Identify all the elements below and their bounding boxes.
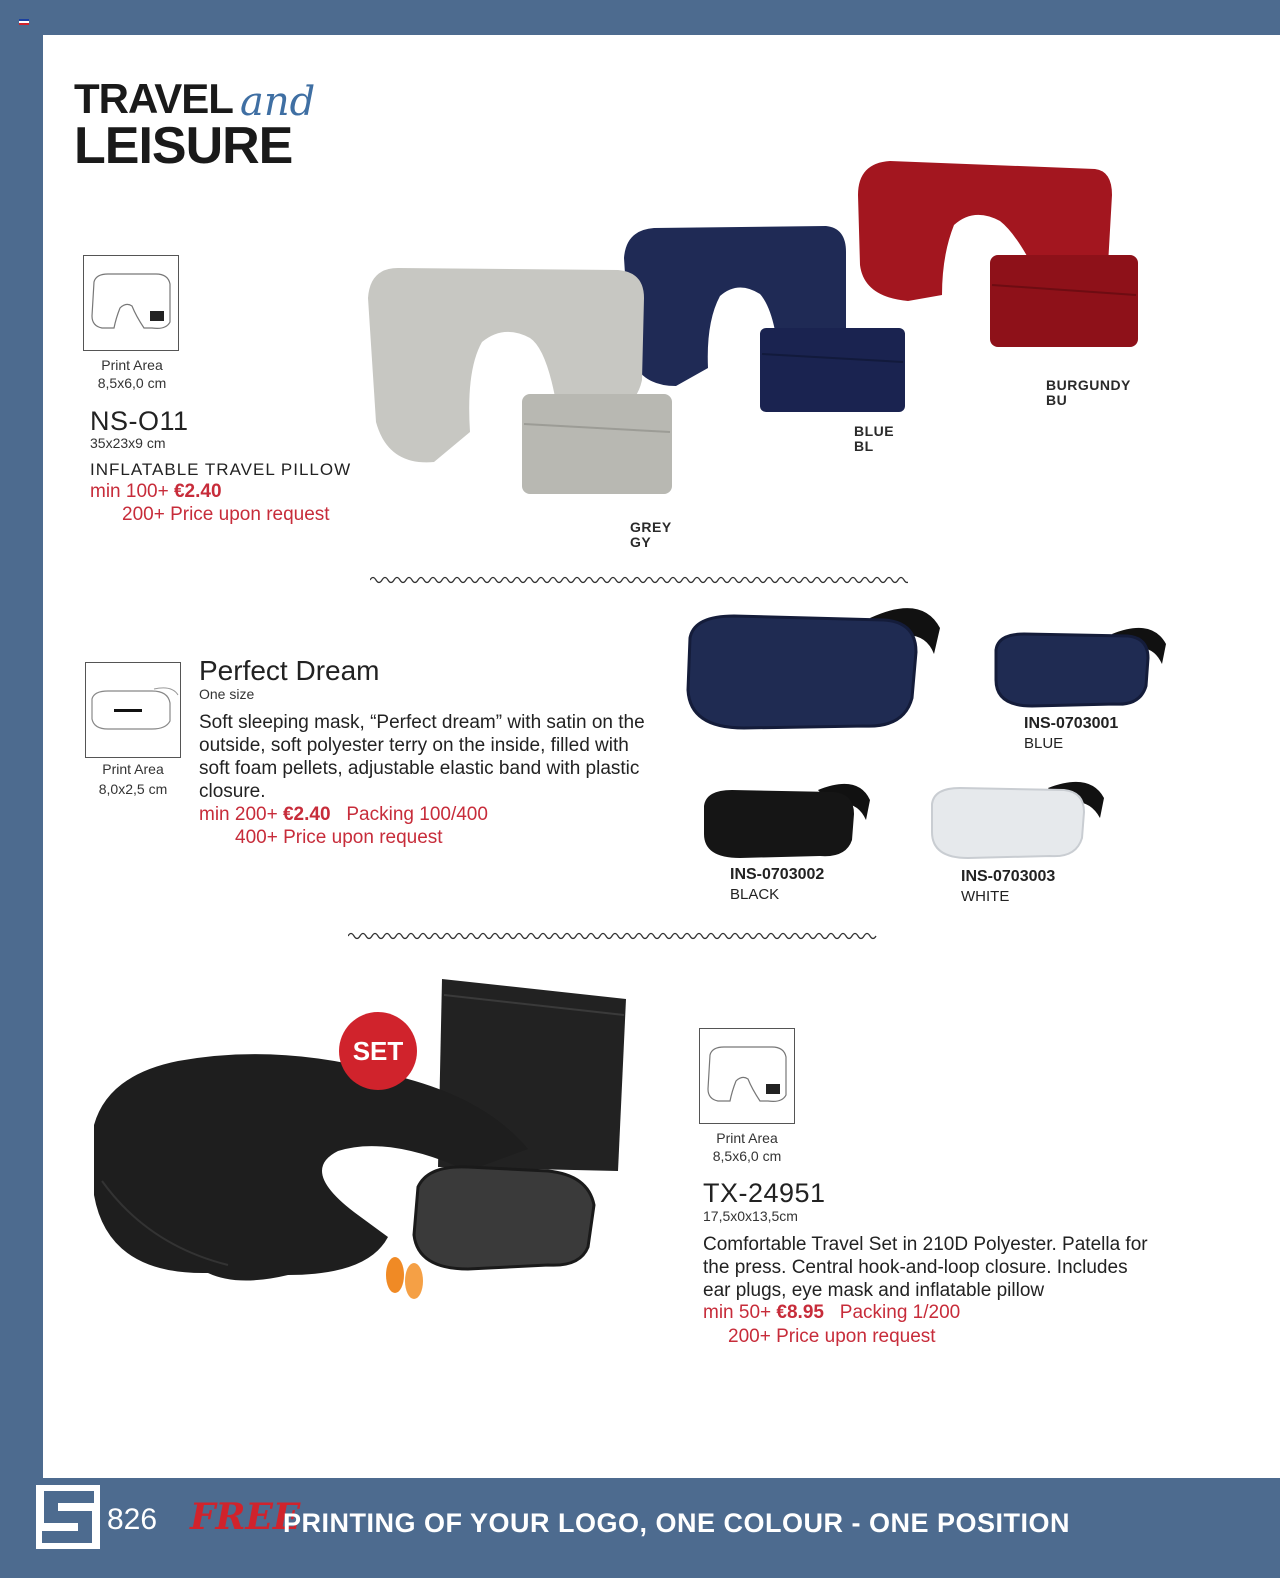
color-burgundy-name: BURGUNDY — [1046, 377, 1131, 393]
print-area-label: Print Area — [716, 1130, 778, 1146]
pillow-outline-icon — [84, 256, 178, 350]
mask-black-image — [700, 776, 876, 862]
packing: Packing 100/400 — [346, 804, 488, 825]
product-dimensions: 35x23x9 cm — [90, 435, 166, 451]
color-burgundy — [1046, 378, 1131, 408]
product-dimensions: 17,5x0x13,5cm — [703, 1208, 798, 1224]
divider-squiggle — [348, 930, 886, 942]
price-line — [703, 1302, 960, 1324]
promo-text: PRINTING OF YOUR LOGO, ONE COLOUR - ONE POSITION — [283, 1508, 1071, 1538]
flag-icon — [19, 19, 29, 25]
color-blue — [854, 424, 894, 454]
price-request: 200+ Price upon request — [728, 1326, 936, 1347]
price-min: min 200+ — [199, 804, 278, 825]
variant-white-color: WHITE — [961, 888, 1010, 905]
mask-large-blue-image — [684, 598, 948, 734]
print-area-diagram — [83, 255, 179, 351]
packing: Packing 1/200 — [839, 1302, 961, 1323]
variant-blue-code: INS-0703001 — [1024, 715, 1119, 732]
print-area-diagram — [85, 662, 181, 758]
color-grey-name: GREY — [630, 519, 672, 535]
title-and: and — [240, 79, 316, 125]
print-area-label: Print Area — [101, 357, 163, 373]
mask-white-image — [928, 774, 1110, 862]
price-line — [199, 804, 488, 826]
color-burgundy-code: BU — [1046, 392, 1068, 408]
print-area-size: 8,0x2,5 cm — [98, 781, 168, 797]
free-label: FREE — [190, 1496, 301, 1538]
product-size: One size — [199, 686, 255, 702]
variant-black-code: INS-0703002 — [730, 866, 825, 883]
print-area-diagram — [699, 1028, 795, 1124]
price-min: min 100+ — [90, 481, 169, 502]
set-badge: SET — [339, 1012, 417, 1090]
price-line — [90, 481, 222, 503]
product-description: Soft sleeping mask, “Perfect dream” with satin on the outside, soft polyester terry on the inside, filled with soft foam pellets, adjustable elastic band with plastic closure. — [199, 712, 645, 802]
brand-logo — [36, 1485, 100, 1549]
title-travel: TRAVEL — [74, 75, 233, 122]
price-min: min 50+ — [703, 1302, 772, 1323]
pillow-outline-icon — [700, 1029, 794, 1123]
color-blue-name: BLUE — [854, 423, 895, 439]
title-leisure: LEISURE — [74, 117, 293, 175]
variant-black — [730, 865, 824, 905]
product-name: INFLATABLE TRAVEL PILLOW — [90, 460, 352, 479]
color-grey-code: GY — [630, 534, 652, 550]
page-number: 826 — [107, 1503, 158, 1536]
product-title: Perfect Dream — [199, 655, 380, 686]
product-description: Comfortable Travel Set in 210D Polyester. Patella for the press. Central hook-and-loop closure. Includes ear plugs, eye mask and inflatable pillow — [703, 1234, 1148, 1301]
price-value: €8.95 — [776, 1302, 824, 1323]
variant-blue — [1024, 714, 1118, 754]
variant-white-code: INS-0703003 — [961, 868, 1056, 885]
mask-blue-image — [992, 620, 1172, 710]
color-blue-code: BL — [854, 438, 874, 454]
product-code: TX-24951 — [703, 1178, 826, 1208]
brand-logo-icon — [36, 1485, 100, 1549]
price-value: €2.40 — [173, 481, 222, 502]
print-area-label: Print Area — [102, 761, 164, 777]
print-area-size: 8,5x6,0 cm — [712, 1148, 782, 1164]
variant-white — [961, 867, 1055, 907]
pillow-grey-image — [362, 262, 682, 502]
price-value: €2.40 — [282, 804, 331, 825]
print-area-size: 8,5x6,0 cm — [97, 375, 167, 391]
mask-outline-icon — [86, 663, 180, 757]
price-request: 200+ Price upon request — [122, 504, 330, 525]
price-request: 400+ Price upon request — [235, 827, 443, 848]
divider-squiggle — [370, 574, 908, 586]
variant-black-color: BLACK — [730, 886, 780, 903]
product-code: NS-O11 — [90, 406, 189, 436]
color-grey — [630, 520, 672, 550]
variant-blue-color: BLUE — [1024, 735, 1064, 752]
